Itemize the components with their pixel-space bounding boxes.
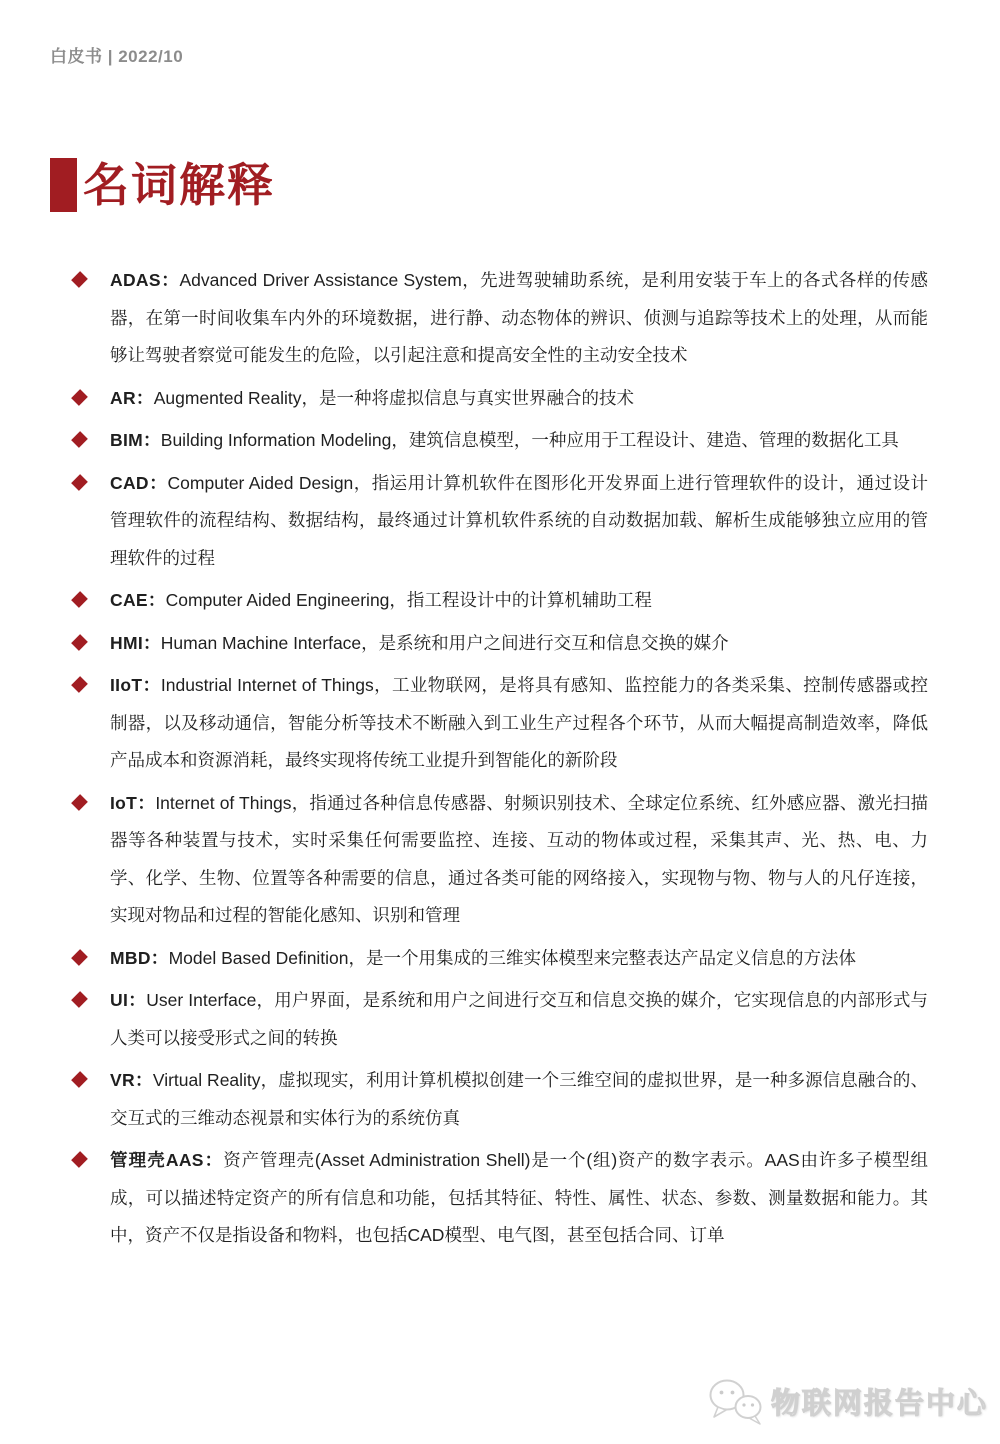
glossary-entry-text — [110, 625, 928, 663]
glossary-term: VR： — [110, 1070, 153, 1090]
glossary-entry — [72, 1062, 928, 1137]
glossary-definition: Human Machine Interface，是系统和用户之间进行交互和信息交换的媒介 — [160, 632, 729, 653]
diamond-bullet-icon — [71, 1151, 88, 1168]
glossary-entry — [72, 262, 928, 375]
diamond-bullet-icon — [71, 431, 88, 448]
glossary-entry-text — [110, 582, 928, 620]
glossary-definition: Advanced Driver Assistance System，先进驾驶辅助系统，是利用安装于车上的各式各样的传感器，在第一时间收集车内外的环境数据，进行静、动态物体的辨识、侦测与追踪等技术上的处理，从而能够让驾驶者察觉可能发生的危险，以引起注意和提高安全性的主动安全技术 — [110, 270, 928, 365]
glossary-term: UI： — [110, 990, 147, 1010]
glossary-entry — [72, 785, 928, 935]
glossary-entry — [72, 422, 928, 460]
glossary-entry-text — [110, 1142, 928, 1255]
diamond-bullet-icon — [71, 389, 88, 406]
glossary-entry — [72, 940, 928, 978]
glossary-entry — [72, 582, 928, 620]
glossary-definition: Model Based Definition，是一个用集成的三维实体模型来完整表达产品定义信息的方法体 — [168, 947, 857, 968]
glossary-term: IoT： — [110, 792, 156, 813]
glossary-entry-text — [110, 667, 928, 780]
glossary-definition: Industrial Internet of Things，工业物联网，是将具有感知、监控能力的各类采集、控制传感器或控制器，以及移动通信，智能分析等技术不断融入到工业生产过程各个环节，从而大幅提高制造效率，降低产品成本和资源消耗，最终实现将传统工业提升到智能化的新阶段 — [110, 675, 928, 770]
diamond-bullet-icon — [71, 591, 88, 608]
diamond-bullet-icon — [71, 1071, 88, 1088]
glossary-entry-text — [110, 982, 928, 1057]
glossary-term: ADAS： — [110, 270, 180, 290]
glossary-entry-text — [110, 422, 928, 460]
glossary-term: CAE： — [110, 590, 166, 610]
document-header: 白皮书 | 2022/10 — [50, 47, 184, 66]
glossary-term: IIoT： — [110, 675, 161, 695]
glossary-entry — [72, 625, 928, 663]
glossary-definition: Computer Aided Engineering，指工程设计中的计算机辅助工程 — [165, 590, 652, 610]
page-title: 名词解释 — [83, 159, 275, 211]
glossary-term: CAD： — [110, 472, 168, 493]
glossary-term: BIM： — [110, 430, 161, 450]
diamond-bullet-icon — [71, 634, 88, 651]
glossary-term: MBD： — [110, 947, 169, 968]
glossary-entry-text — [110, 465, 928, 578]
glossary-entry-text — [110, 785, 928, 935]
glossary-definition: Computer Aided Design，指运用计算机软件在图形化开发界面上进行管理软件的设计，通过设计管理软件的流程结构、数据结构，最终通过计算机软件系统的自动数据加载、解析生成能够独立应用的管理软件的过程 — [110, 472, 928, 568]
glossary-term: 管理壳AAS： — [110, 1150, 224, 1170]
glossary-definition: Building Information Modeling，建筑信息模型，一种应用于工程设计、建造、管理的数据化工具 — [160, 430, 899, 450]
glossary-definition: Augmented Reality，是一种将虚拟信息与真实世界融合的技术 — [153, 387, 635, 408]
section-title-row — [50, 158, 275, 212]
glossary-entry-text — [110, 1062, 928, 1137]
glossary-term: HMI： — [110, 632, 161, 653]
glossary-entry — [72, 982, 928, 1057]
watermark — [707, 1376, 988, 1426]
glossary-definition: 资产管理壳(Asset Administration Shell)是一个(组)资产的数字表示。AAS由许多子模型组成，可以描述特定资产的所有信息和功能，包括其特征、特性、属性、状态、参数、测量数据和能力。其中，资产不仅是指设备和物料，也包括CAD模型、电气图，甚至包括合同、订单 — [110, 1150, 928, 1245]
wechat-icon — [707, 1376, 765, 1426]
glossary-definition: Internet of Things，指通过各种信息传感器、射频识别技术、全球定位系统、红外感应器、激光扫描器等各种装置与技术，实时采集任何需要监控、连接、互动的物体或过程，采集其声、光、热、电、力学、化学、生物、位置等各种需要的信息，通过各类可能的网络接入，实现物与物、物与人的凡仔连接，实现对物品和过程的智能化感知、识别和管理 — [110, 792, 928, 925]
glossary-entry — [72, 667, 928, 780]
watermark-label: 物联网报告中心 — [770, 1387, 988, 1420]
glossary-entry — [72, 465, 928, 578]
glossary-term: AR： — [110, 387, 154, 408]
diamond-bullet-icon — [71, 474, 88, 491]
glossary-definition: User Interface，用户界面，是系统和用户之间进行交互和信息交换的媒介，它实现信息的内部形式与人类可以接受形式之间的转换 — [110, 990, 929, 1048]
title-marker-bar — [50, 158, 77, 212]
diamond-bullet-icon — [71, 676, 88, 693]
diamond-bullet-icon — [71, 991, 88, 1008]
glossary-entry-text — [110, 262, 928, 375]
glossary-entry-text — [110, 940, 928, 978]
glossary-list — [72, 262, 928, 1260]
glossary-entry — [72, 1142, 928, 1255]
diamond-bullet-icon — [71, 949, 88, 966]
glossary-definition: Virtual Reality，虚拟现实，利用计算机模拟创建一个三维空间的虚拟世界，是一种多源信息融合的、交互式的三维动态视景和实体行为的系统仿真 — [110, 1070, 928, 1128]
glossary-entry-text — [110, 380, 928, 418]
glossary-entry — [72, 380, 928, 418]
diamond-bullet-icon — [71, 271, 88, 288]
diamond-bullet-icon — [71, 794, 88, 811]
